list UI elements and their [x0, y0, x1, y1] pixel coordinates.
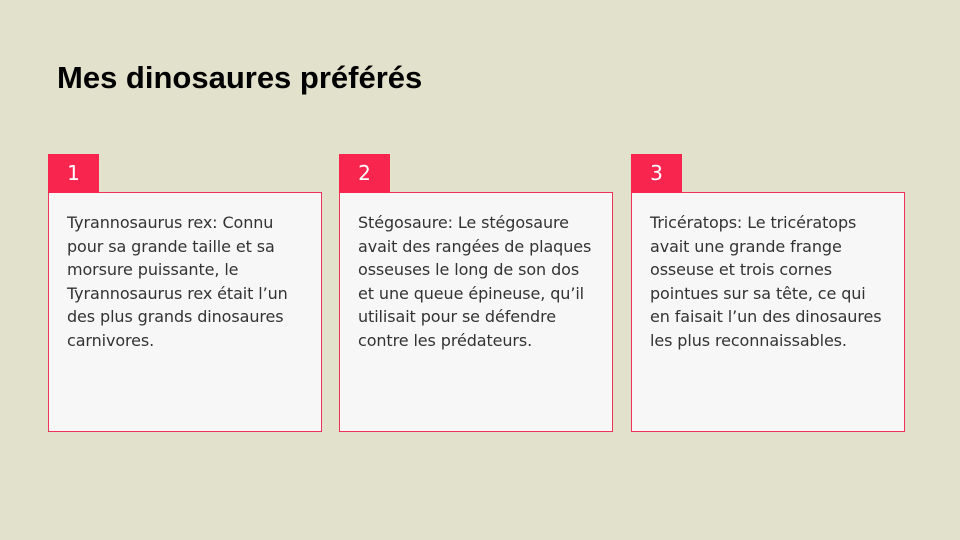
- card-description: Tricératops: Le tricératops avait une grande frange osseuse et trois cornes pointues sur sa tête, ce qui en faisait l’un des dinosaures les plus reconnaissables.: [650, 213, 882, 350]
- card-number-badge: 1: [48, 154, 99, 193]
- dinosaur-card: [48, 154, 322, 432]
- card-content-box: [631, 192, 905, 432]
- card-content-box: [339, 192, 613, 432]
- card-description: Stégosaure: Le stégosaure avait des rangées de plaques osseuses le long de son dos et une queue épineuse, qu’il utilisait pour se défendre contre les prédateurs.: [358, 213, 592, 350]
- dinosaur-card: [631, 154, 905, 432]
- card-content-box: [48, 192, 322, 432]
- card-number-badge: 2: [339, 154, 390, 193]
- dinosaur-card: [339, 154, 613, 432]
- card-description: Tyrannosaurus rex: Connu pour sa grande taille et sa morsure puissante, le Tyrannosaurus rex était l’un des plus grands dinosaures carnivores.: [67, 213, 288, 350]
- card-number-badge: 3: [631, 154, 682, 193]
- slide-title: Mes dinosaures préférés: [57, 60, 423, 95]
